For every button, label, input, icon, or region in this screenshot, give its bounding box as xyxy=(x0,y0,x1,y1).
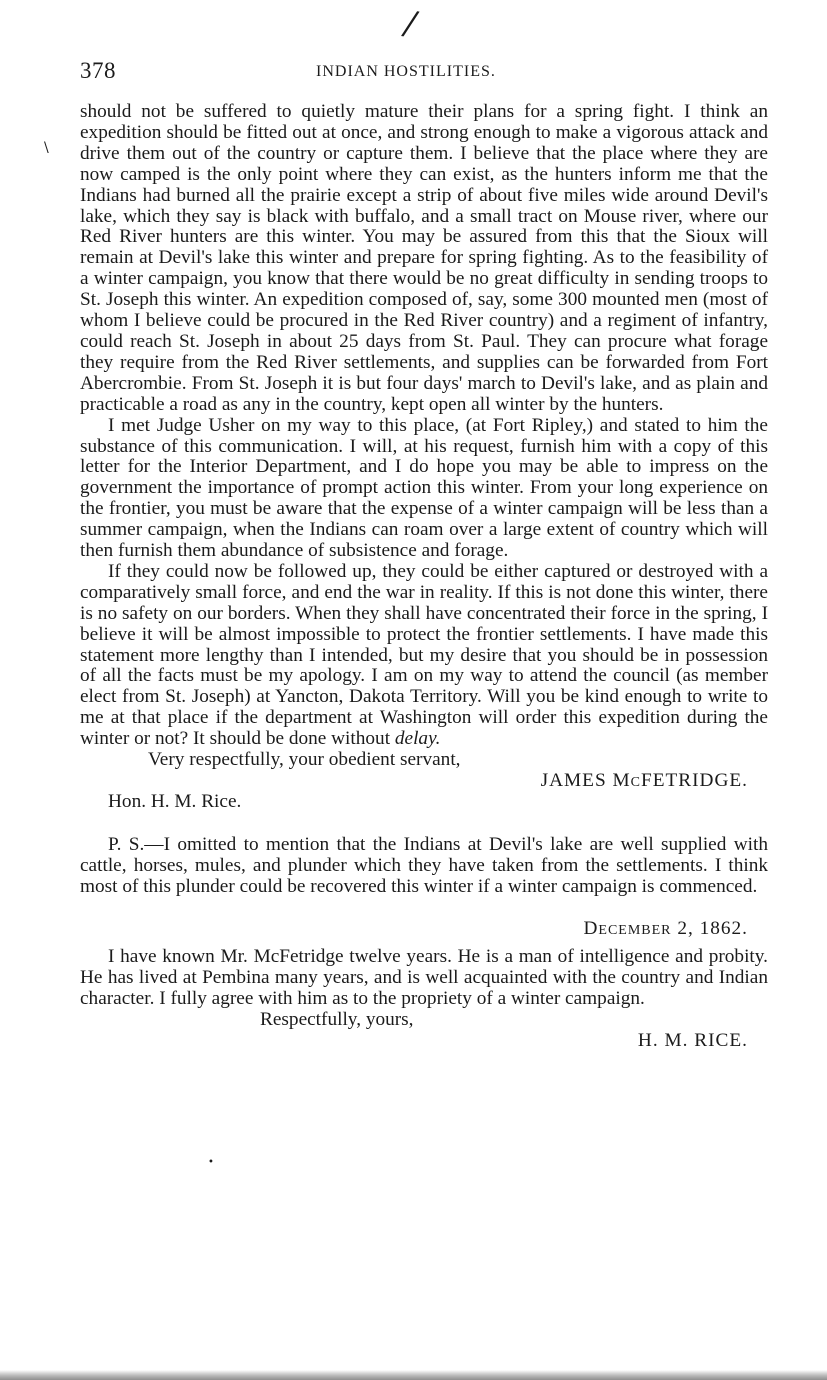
page-number: 378 xyxy=(80,58,116,83)
endorsement-closing: Respectfully, yours, xyxy=(260,1009,414,1031)
endorsement-date: December 2, 1862. xyxy=(583,917,748,939)
margin-tick-mark: \ xyxy=(44,140,49,156)
postscript: P. S.—I omitted to mention that the Indians at Devil's lake are well supplied with cattle, horses, mules, and plunder which they have taken from the settlements. I think most of this plunder could be recovered this winter if a winter campaign is commenced. xyxy=(80,833,768,897)
page-bottom-edge xyxy=(0,1370,827,1380)
ink-speck: • xyxy=(208,1157,214,1168)
letter-addressee: Hon. H. M. Rice. xyxy=(108,790,242,812)
letter-paragraph-3-text: If they could now be followed up, they could be either captured or destroyed with a comparatively small force, and end the war in reality. If this is not done this winter, there is no safety on our borders. When they shall have concentrated their force in the spring, I believe it will be almost impossible to protect the frontier settlements. I have made this statement more lengthy than I intended, but my desire that you should be in possession of all the facts must be my apology. I am on my way to attend the council (as member elect from St. Joseph) at Yancton, Dakota Territory. Will you be kind enough to write to me at that place if the department at Washington will order this expedition during the winter or not? It should be done without xyxy=(80,560,768,750)
page-header xyxy=(80,58,770,90)
letter-closing: Very respectfully, your obedient servant, xyxy=(148,749,461,771)
letter-paragraph-2: I met Judge Usher on my way to this place, (at Fort Ripley,) and stated to him the substance of this communication. I will, at his request, furnish him with a copy of this letter for the Interior Department, and I do hope you may be able to impress on the government the importance of prompt action this winter. From your long experience on the frontier, you must be aware that the expense of a winter campaign will be less than a summer campaign, when the Indians can roam over a large extent of country which will then furnish them abundance of subsistence and forage. xyxy=(80,414,768,562)
letter-paragraph-1: should not be suffered to quietly mature their plans for a spring fight. I think an expedition should be fitted out at once, and strong enough to make a vigorous attack and drive them out of the country or capture them. I believe that the place where they are now camped is the only point where they can exist, as the hunters inform me that the Indians had burned all the prairie except a strip of about five miles wide around Devil's lake, which they say is black with buffalo, and a small tract on Mouse river, where our Red River hunters are this winter. You may be assured from this that the Sioux will remain at Devil's lake this winter and prepare for spring fighting. As to the feasibility of a winter campaign, you know that there would be no great difficulty in sending troops to St. Joseph this winter. An expedition composed of, say, some 300 mounted men (most of whom I believe could be procured in the Red River country) and a regiment of infantry, could reach St. Joseph in about 25 days from St. Paul. They can procure what forage they require from the Red River settlements, and supplies can be forwarded from Fort Abercrombie. From St. Joseph it is but four days' march to Devil's lake, and as plain and practicable a road as any in the country, kept open all winter by the hunters. xyxy=(80,101,768,415)
letter-signature: JAMES McFETRIDGE. xyxy=(540,770,748,791)
endorsement-signature: H. M. RICE. xyxy=(637,1030,748,1052)
handwritten-slash-mark: / xyxy=(403,3,418,43)
running-head: INDIAN HOSTILITIES. xyxy=(316,63,496,80)
endorsement-text: I have known Mr. McFetridge twelve years. He is a man of intelligence and probity. He has lived at Pembina many years, and is well acquainted with the country and Indian character. I fully agree with him as to the propriety of a winter campaign. xyxy=(80,946,768,1010)
emphasized-word: delay. xyxy=(394,728,441,750)
letter-paragraph-3 xyxy=(80,562,768,750)
body-text xyxy=(80,102,768,1052)
